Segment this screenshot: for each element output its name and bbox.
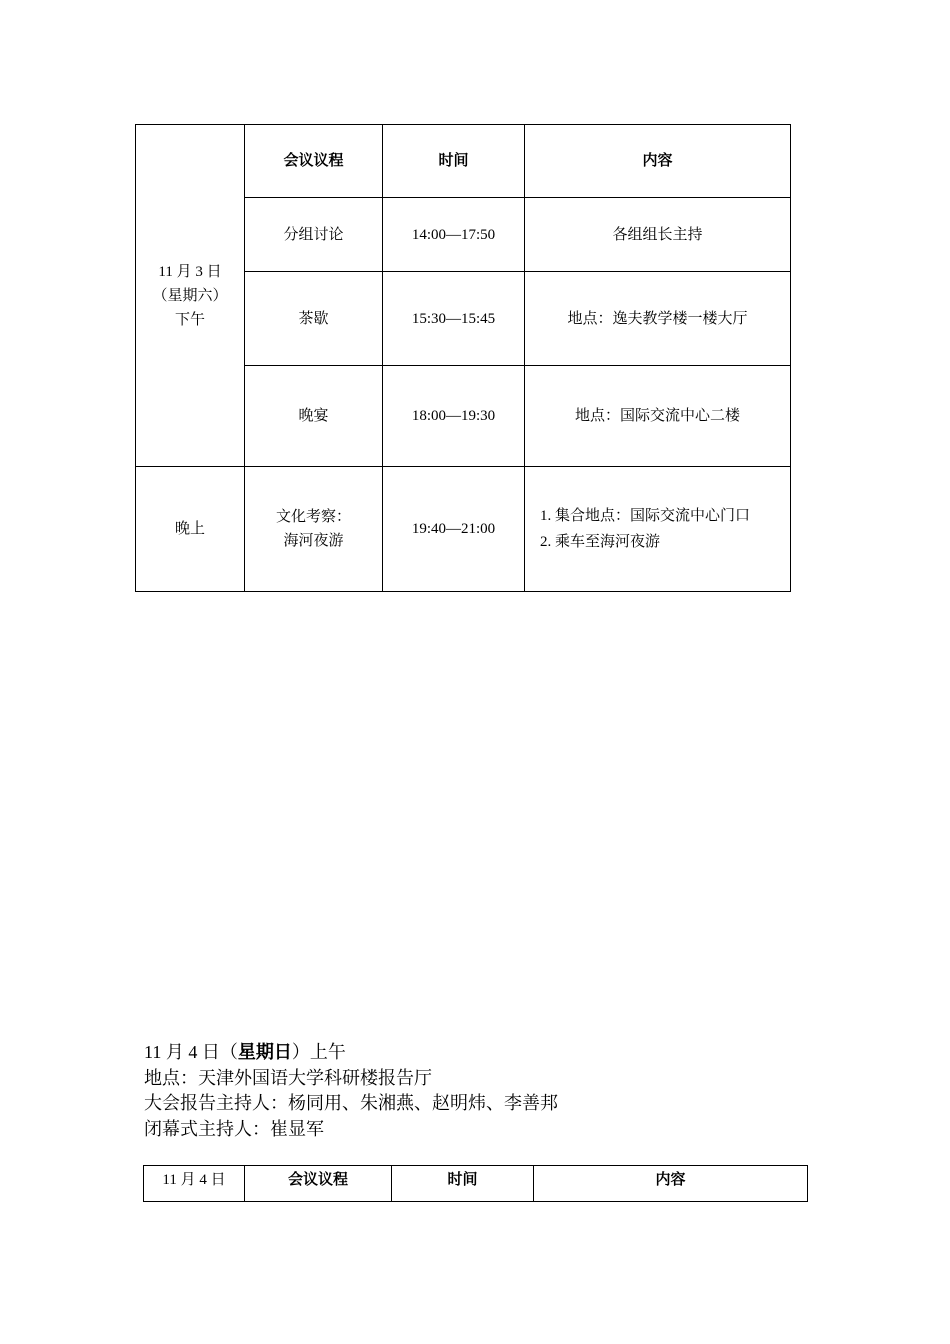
session-location: 地点：天津外国语大学科研楼报告厅 xyxy=(144,1067,432,1088)
content-cell xyxy=(525,467,791,592)
session-hosts: 大会报告主持人：杨同用、朱湘燕、赵明炜、李善邦 xyxy=(144,1093,558,1113)
header-content: 内容 xyxy=(534,1166,808,1202)
header-time: 时间 xyxy=(383,125,525,198)
weekday-bold: 星期日 xyxy=(237,1042,292,1062)
evening-label: 晚上 xyxy=(136,467,245,592)
day-date: 11 月 3 日 xyxy=(158,263,222,280)
content-cell: 各组组长主持 xyxy=(525,198,791,272)
session-info xyxy=(144,1040,558,1142)
list-item: 2. 乘车至海河夜游 xyxy=(540,534,661,550)
day-cell xyxy=(136,125,245,467)
content-cell: 地点：逸夫教学楼一楼大厅 xyxy=(525,272,791,366)
day-weekday: （星期六） xyxy=(152,287,228,304)
time-cell: 15:30—15:45 xyxy=(383,272,525,366)
header-agenda: 会议议程 xyxy=(245,125,383,198)
agenda-line: 文化考察： xyxy=(275,509,351,525)
agenda-cell: 晚宴 xyxy=(245,366,383,467)
time-cell: 19:40—21:00 xyxy=(383,467,525,592)
day-period: 下午 xyxy=(174,311,205,328)
time-cell: 14:00—17:50 xyxy=(383,198,525,272)
header-agenda: 会议议程 xyxy=(245,1166,392,1202)
agenda-cell xyxy=(245,467,383,592)
agenda-cell: 茶歇 xyxy=(245,272,383,366)
schedule-table-nov3 xyxy=(135,124,791,592)
content-cell: 地点：国际交流中心二楼 xyxy=(525,366,791,467)
agenda-cell: 分组讨论 xyxy=(245,198,383,272)
time-cell: 18:00—19:30 xyxy=(383,366,525,467)
schedule-table-nov4 xyxy=(143,1165,808,1202)
table-row-evening xyxy=(136,467,791,592)
header-time: 时间 xyxy=(392,1166,534,1202)
session-date: 11 月 4 日（星期日）上午 xyxy=(144,1042,346,1062)
header-content: 内容 xyxy=(525,125,791,198)
day-cell: 11 月 4 日 xyxy=(144,1166,245,1202)
agenda-line: 海河夜游 xyxy=(283,533,344,549)
list-item: 1. 集合地点：国际交流中心门口 xyxy=(540,508,751,524)
closing-host: 闭幕式主持人：崔显军 xyxy=(144,1118,324,1139)
